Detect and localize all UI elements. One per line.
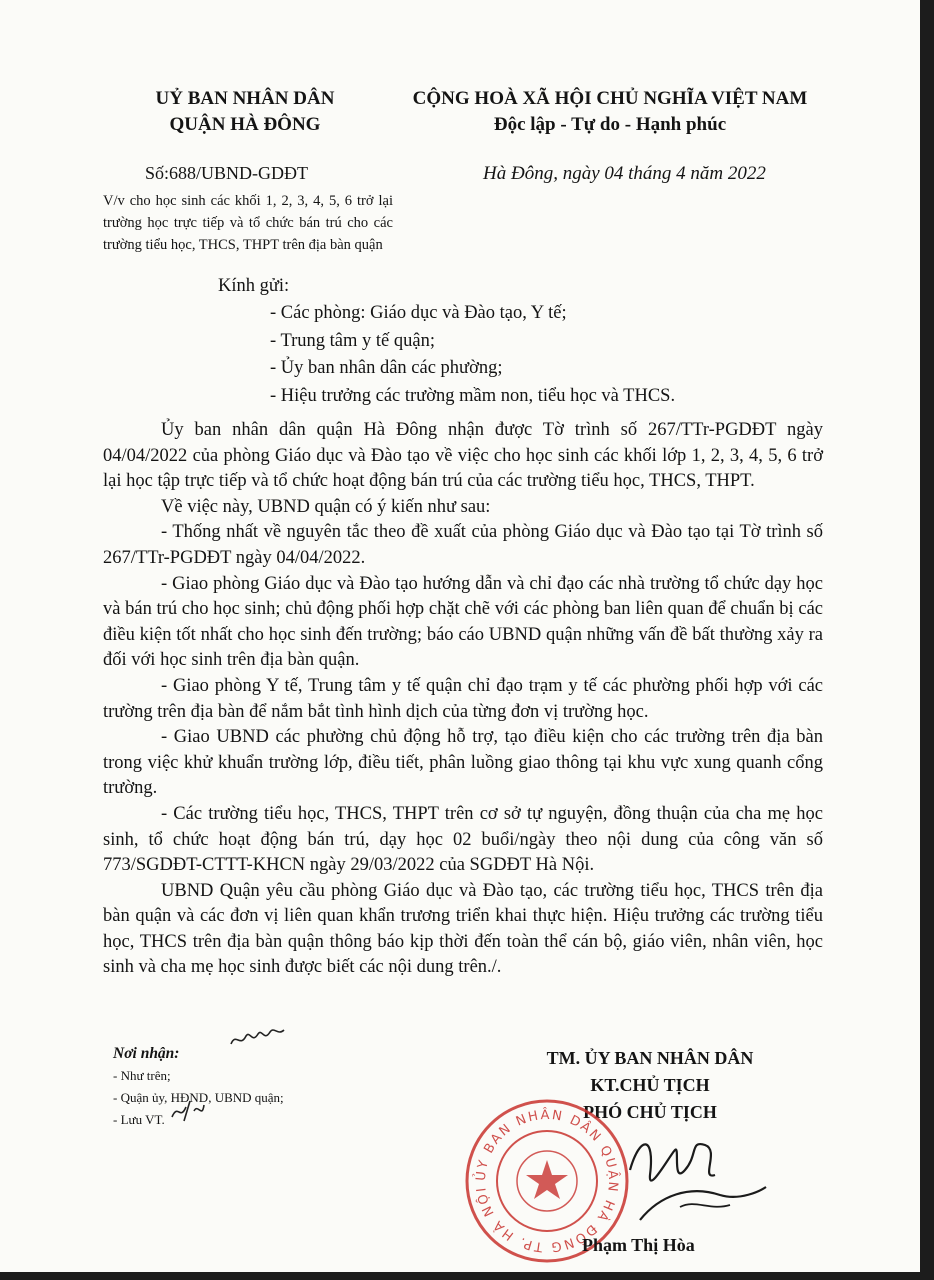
nation-title: CỘNG HOÀ XÃ HỘI CHỦ NGHĨA VIỆT NAM (412, 88, 808, 109)
body-paragraph: - Giao phòng Y tế, Trung tâm y tế quận chỉ đạo trạm y tế các phường phối hợp với các trường trên địa bàn để nắm bắt tình hình dịch của từng đơn vị trường học. (103, 675, 823, 722)
body-paragraph: UBND Quận yêu cầu phòng Giáo dục và Đào tạo, các trường tiểu học, THCS trên địa bàn quận và các đơn vị liên quan khẩn trương triển khai thực hiện. Hiệu trưởng các trường tiểu học, THCS trên địa bàn quận thông báo kịp thời đến toàn thể cán bộ, giáo viên, nhân viên, học sinh và cha mẹ học sinh được biết các nội dung trên./. (103, 880, 823, 978)
star-emblem-icon (517, 1151, 577, 1211)
archive-initials (168, 1097, 208, 1125)
document-subject: V/v cho học sinh các khối 1, 2, 3, 4, 5, 6 trở lại trường học trực tiếp và tổ chức bán trú cho các trường tiểu học, THCS, THPT trên địa bàn quận (103, 193, 393, 253)
national-motto: Độc lập - Tự do - Hạnh phúc (493, 114, 727, 135)
signature-line-1: TM. ỦY BAN NHÂN DÂN (546, 1048, 754, 1068)
recipient-item: - Trung tâm y tế quận; (270, 330, 435, 351)
body-paragraph: - Giao UBND các phường chủ động hỗ trợ, tạo điều kiện cho các trường trên địa bàn trong việc khử khuẩn trường lớp, điều tiết, phân luồng giao thông tại khu vực xung quanh cổng trường. (103, 727, 823, 799)
recipient-item: - Các phòng: Giáo dục và Đào tạo, Y tế; (270, 303, 567, 323)
national-header (385, 86, 835, 138)
handwritten-signature (620, 1125, 770, 1235)
body-paragraph: - Thống nhất về nguyên tắc theo đề xuất của phòng Giáo dục và Đào tạo tại Tờ trình số 267/TTr-PGDĐT ngày 04/04/2022. (103, 522, 823, 568)
signature-line-3: PHÓ CHỦ TỊCH (583, 1102, 717, 1122)
agency-line-2: QUẬN HÀ ĐÔNG (169, 114, 321, 135)
greeting: Kính gửi: (218, 276, 290, 296)
receivers-list (113, 1065, 393, 1131)
receivers-block (113, 1045, 393, 1131)
document-date: Hà Đông, ngày 04 tháng 4 năm 2022 (483, 163, 766, 184)
document-body (103, 418, 823, 981)
body-paragraph: - Giao phòng Giáo dục và Đào tạo hướng dẫn và chỉ đạo các nhà trường tổ chức dạy học và bán trú cho học sinh; chủ động phối hợp chặt chẽ với các phòng ban liên quan để chuẩn bị các điều kiện tốt nhất cho học sinh đến trường; báo cáo UBND quận những vấn đề bất thường xảy ra đối với học sinh trên địa bàn quận. (103, 573, 823, 671)
document-number: Số:688/UBND-GDĐT (145, 163, 309, 183)
recipient-list (270, 300, 675, 410)
issuing-agency (130, 86, 360, 138)
seal-text: ỦY BAN NHÂN DÂN QUẬN HÀ ĐÔNG TP. HÀ NỘI (473, 1107, 621, 1255)
receiver-item: - Như trên; (113, 1068, 171, 1083)
receivers-title: Nơi nhận: (113, 1045, 180, 1062)
recipient-item: - Hiệu trưởng các trường mầm non, tiểu học và THCS. (270, 385, 676, 406)
body-paragraph: Ủy ban nhân dân quận Hà Đông nhận được Tờ trình số 267/TTr-PGDĐT ngày 04/04/2022 của phòng Giáo dục và Đào tạo về việc cho học sinh các khối lớp 1, 2, 3, 4, 5, 6 trở lại học tập trực tiếp và tổ chức hoạt động bán trú của các trường tiểu học, THCS, THPT. (103, 420, 823, 492)
recipient-item: - Ủy ban nhân dân các phường; (270, 358, 503, 378)
signature-line-2: KT.CHỦ TỊCH (590, 1075, 710, 1095)
body-paragraph: Về việc này, UBND quận có ý kiến như sau: (161, 496, 491, 517)
agency-line-1: UỶ BAN NHÂN DÂN (155, 88, 335, 109)
signer-name: Phạm Thị Hòa (582, 1235, 695, 1255)
receiver-item: - Quận ủy, HĐND, UBND quận; (113, 1090, 284, 1105)
receiver-item: - Lưu VT. (113, 1112, 165, 1127)
body-paragraph: - Các trường tiểu học, THCS, THPT trên cơ sở tự nguyện, đồng thuận của cha mẹ học sinh, tổ chức hoạt động bán trú, dạy học 02 buổi/ngày theo nội dung của công văn số 773/SGDĐT-CTTT-KHCN ngày 29/03/2022 của SGDĐT Hà Nội. (103, 803, 823, 876)
